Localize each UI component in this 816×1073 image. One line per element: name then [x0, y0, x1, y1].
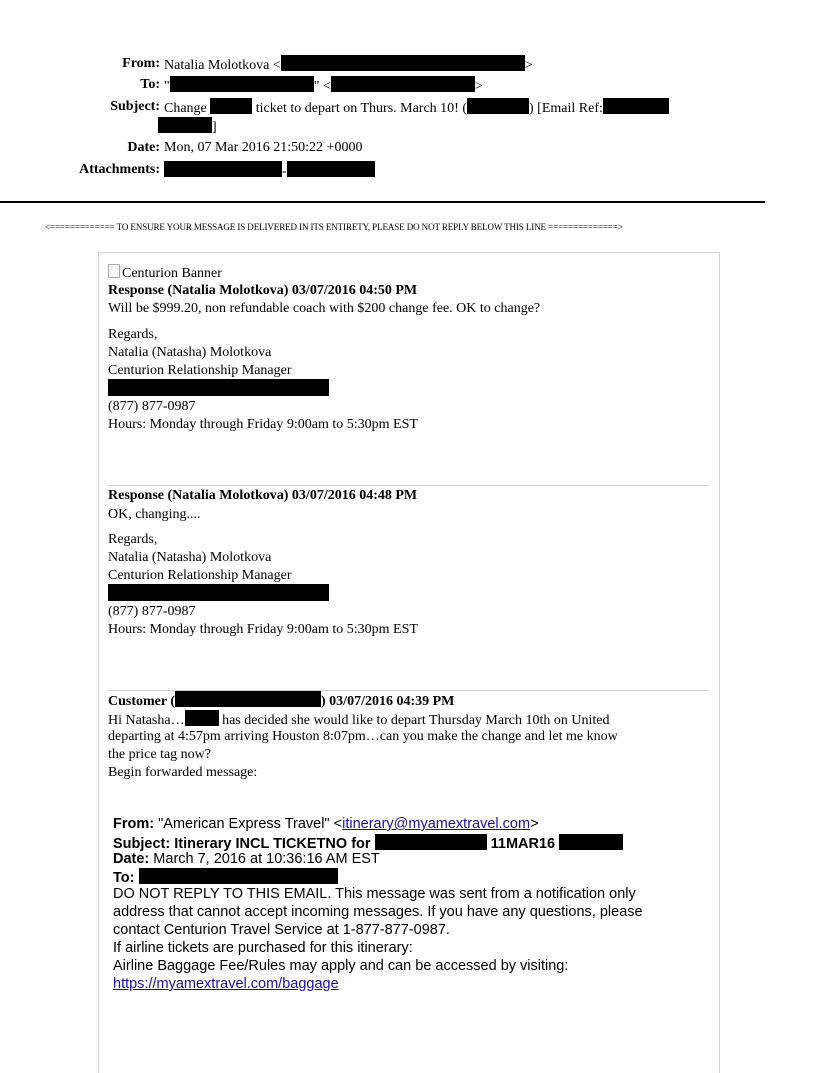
subject-a: Change — [164, 101, 207, 116]
customer-line2: departing at 4:57pm arriving Houston 8:07pm…can you make the change and let me know — [108, 729, 618, 744]
regards: Regards, — [108, 532, 158, 547]
phone: (877) 877-0987 — [108, 604, 196, 619]
to-tail: > — [474, 79, 483, 94]
sender-name: Natalia (Natasha) Molotkova — [108, 345, 272, 360]
redaction — [185, 710, 219, 726]
response-heading: Response (Natalia Molotkova) 03/07/2016 04:50 PM — [108, 283, 418, 298]
fwd-body-line: address that cannot accept incoming messages. If you have any questions, please — [113, 904, 643, 920]
fwd-from-value: "American Express Travel" < — [158, 816, 343, 832]
hours: Hours: Monday through Friday 9:00am to 5:30pm EST — [108, 417, 418, 432]
regards: Regards, — [108, 327, 158, 342]
from-tail: > — [524, 58, 533, 73]
redaction — [210, 98, 252, 114]
attachment-redaction[interactable] — [164, 161, 282, 177]
sender-name: Natalia (Natasha) Molotkova — [108, 550, 272, 565]
fwd-date-value: March 7, 2016 at 10:36:16 AM EST — [153, 851, 380, 867]
response-heading: Response (Natalia Molotkova) 03/07/2016 04:48 PM — [108, 488, 418, 503]
fwd-subject-date: 11MAR16 — [490, 836, 556, 852]
response-divider — [108, 485, 709, 486]
redaction — [603, 98, 669, 114]
fwd-body-line: DO NOT REPLY TO THIS EMAIL. This message was sent from a notification only — [113, 886, 636, 902]
redaction — [108, 379, 329, 396]
from-label: From: — [122, 56, 160, 71]
fwd-to-label: To: — [113, 870, 135, 886]
redaction — [467, 98, 529, 114]
subject-c: ) [Email Ref: — [529, 101, 603, 116]
sender-title: Centurion Relationship Manager — [108, 568, 292, 583]
date-value: Mon, 07 Mar 2016 21:50:22 +0000 — [164, 140, 363, 155]
redaction — [108, 584, 329, 601]
fwd-from-label: From: — [113, 816, 155, 832]
customer-heading-a: Customer ( — [108, 694, 176, 709]
banner-alt-text: Centurion Banner — [122, 266, 222, 281]
attachments-label: Attachments: — [79, 162, 160, 177]
attachments-sep: - — [282, 164, 287, 179]
customer-line1-b: has decided she would like to depart Thursday March 10th on United — [222, 713, 610, 728]
header-rule — [0, 201, 765, 203]
redaction — [375, 834, 487, 850]
redaction — [175, 691, 321, 707]
subject-b: ticket to depart on Thurs. March 10! ( — [255, 101, 468, 116]
fwd-body-line: contact Centurion Travel Service at 1-877-877-0987. — [113, 922, 450, 938]
redaction — [331, 76, 475, 92]
redaction — [281, 55, 525, 71]
to-mid: " < — [313, 79, 331, 94]
phone: (877) 877-0987 — [108, 399, 196, 414]
subject-label: Subject: — [110, 99, 160, 114]
customer-line3: the price tag now? — [108, 747, 212, 762]
fwd-body-line: Airline Baggage Fee/Rules may apply and can be accessed by visiting: — [113, 958, 569, 974]
customer-line1-a: Hi Natasha… — [108, 713, 185, 728]
from-value: Natalia Molotkova < — [164, 58, 281, 73]
response-body: Will be $999.20, non refundable coach with $200 change fee. OK to change? — [108, 301, 541, 316]
redaction — [139, 868, 338, 884]
response-body: OK, changing.... — [108, 507, 201, 522]
fwd-subject-label: Subject: Itinerary INCL TICKETNO for — [113, 836, 371, 852]
broken-image-icon — [108, 264, 120, 278]
fwd-date-label: Date: — [113, 851, 150, 867]
attachment-redaction[interactable] — [287, 161, 375, 177]
customer-heading-b: ) 03/07/2016 04:39 PM — [321, 694, 455, 709]
subject-d: ] — [212, 120, 217, 135]
redaction — [158, 117, 212, 133]
sender-title: Centurion Relationship Manager — [108, 363, 292, 378]
fwd-body-line: If airline tickets are purchased for this itinerary: — [113, 940, 413, 956]
hours: Hours: Monday through Friday 9:00am to 5:30pm EST — [108, 622, 418, 637]
redaction — [559, 834, 623, 850]
reply-separator: <============= TO ENSURE YOUR MESSAGE IS DELIVERED IN ITS ENTIRETY, PLEASE DO NOT REPLY BELOW THIS LINE ==============> — [45, 222, 623, 232]
fwd-from-tail: > — [530, 816, 539, 832]
centurion-banner-image — [108, 264, 222, 282]
baggage-link[interactable]: https://myamextravel.com/baggage — [113, 976, 339, 992]
to-label: To: — [140, 77, 160, 92]
redaction — [170, 76, 314, 92]
customer-line4: Begin forwarded message: — [108, 765, 258, 780]
to-open: " — [164, 79, 170, 94]
fwd-from-email-link[interactable]: itinerary@myamextravel.com — [342, 816, 531, 832]
date-label: Date: — [127, 140, 160, 155]
